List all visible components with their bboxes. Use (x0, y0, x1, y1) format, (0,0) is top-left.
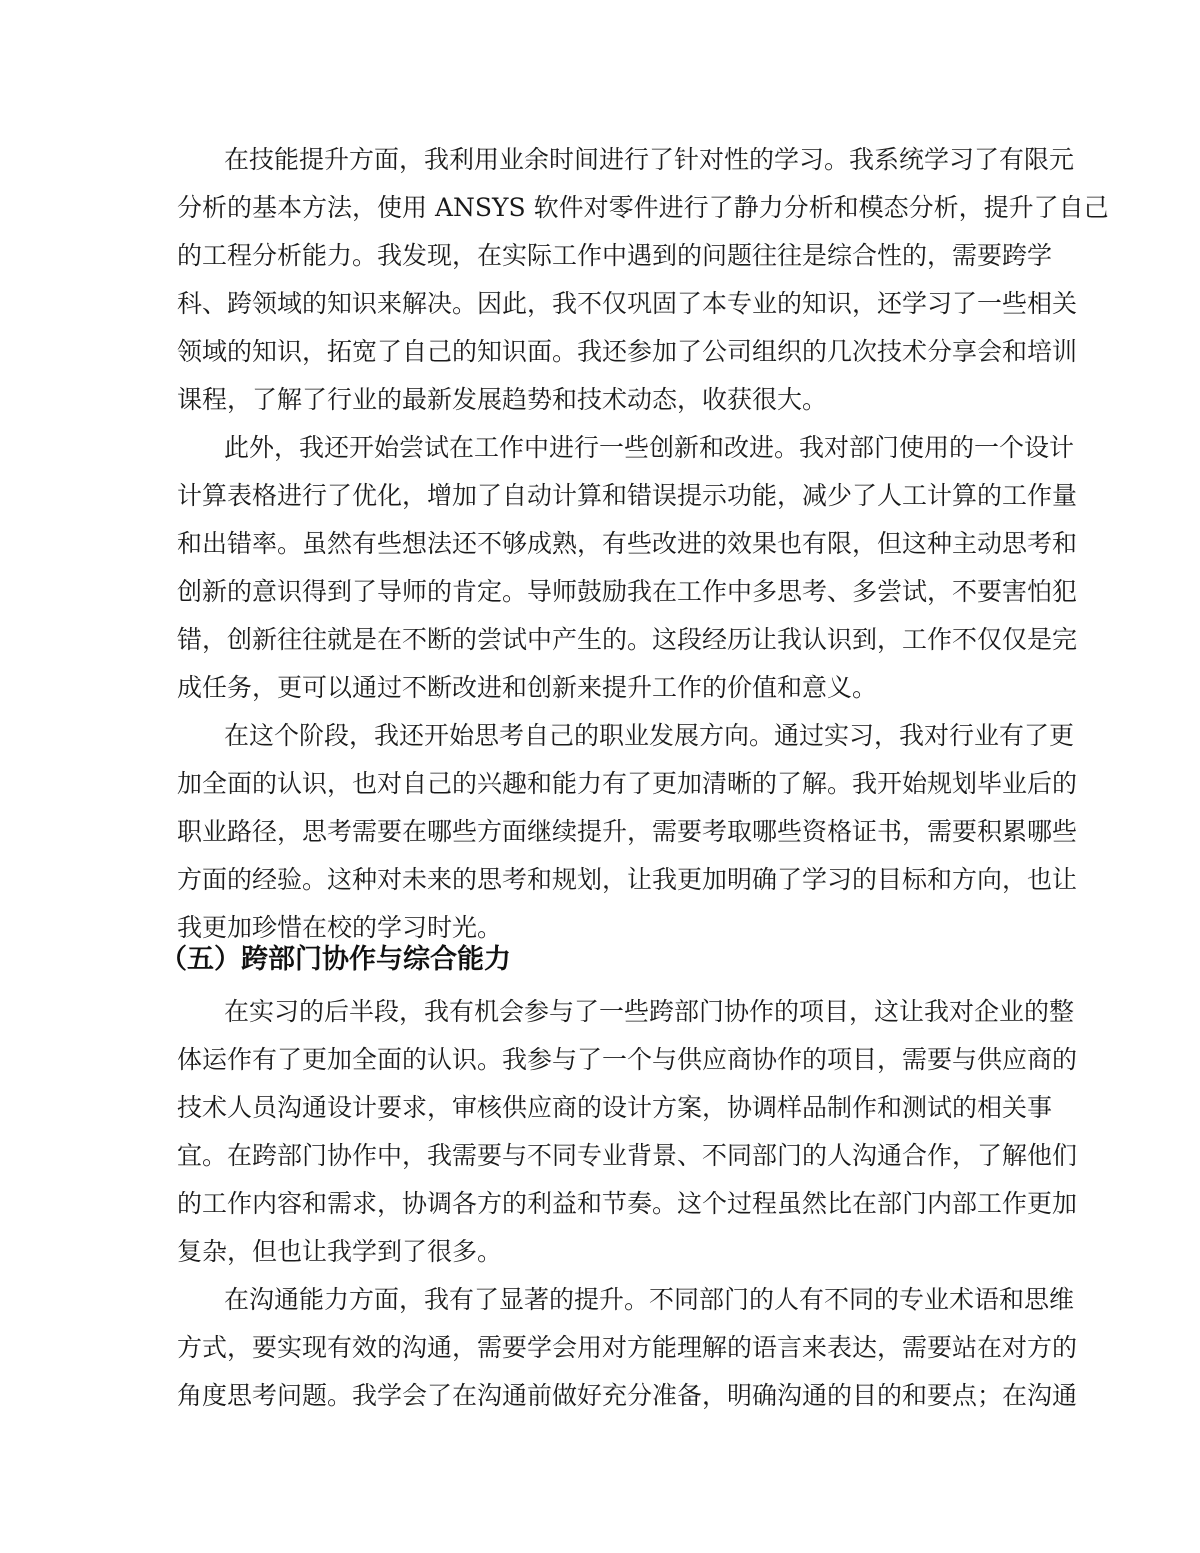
paragraph-line: 科、跨领域的知识来解决。因此，我不仅巩固了本专业的知识，还学习了一些相关 (177, 289, 1078, 318)
paragraph-line: 方式，要实现有效的沟通，需要学会用对方能理解的语言来表达，需要站在对方的 (177, 1333, 1078, 1362)
paragraph-line: 在技能提升方面，我利用业余时间进行了针对性的学习。我系统学习了有限元 (224, 145, 1075, 174)
paragraph-line: 课程，了解了行业的最新发展趋势和技术动态，收获很大。 (177, 385, 828, 414)
paragraph-line: 方面的经验。这种对未来的思考和规划，让我更加明确了学习的目标和方向，也让 (177, 865, 1078, 894)
paragraph-line: 体运作有了更加全面的认识。我参与了一个与供应商协作的项目，需要与供应商的 (177, 1045, 1078, 1074)
paragraph-line: 分析的基本方法，使用 ANSYS 软件对零件进行了静力分析和模态分析，提升了自己 (177, 193, 1109, 222)
paragraph-line: 加全面的认识，也对自己的兴趣和能力有了更加清晰的了解。我开始规划毕业后的 (177, 769, 1078, 798)
paragraph-line: 技术人员沟通设计要求，审核供应商的设计方案，协调样品制作和测试的相关事 (177, 1093, 1053, 1122)
paragraph-line: 此外，我还开始尝试在工作中进行一些创新和改进。我对部门使用的一个设计 (224, 433, 1075, 462)
paragraph-line: 在实习的后半段，我有机会参与了一些跨部门协作的项目，这让我对企业的整 (224, 997, 1075, 1026)
paragraph-line: 的工作内容和需求，协调各方的利益和节奏。这个过程虽然比在部门内部工作更加 (177, 1189, 1078, 1218)
paragraph-line: 成任务，更可以通过不断改进和创新来提升工作的价值和意义。 (177, 673, 878, 702)
section-heading: （五）跨部门协作与综合能力 (160, 944, 511, 975)
paragraph-line: 和出错率。虽然有些想法还不够成熟，有些改进的效果也有限，但这种主动思考和 (177, 529, 1078, 558)
paragraph-line: 角度思考问题。我学会了在沟通前做好充分准备，明确沟通的目的和要点；在沟通 (177, 1381, 1078, 1410)
paragraph-line: 创新的意识得到了导师的肯定。导师鼓励我在工作中多思考、多尝试，不要害怕犯 (177, 577, 1078, 606)
paragraph-line: 宜。在跨部门协作中，我需要与不同专业背景、不同部门的人沟通合作，了解他们 (177, 1141, 1078, 1170)
paragraph-line: 在沟通能力方面，我有了显著的提升。不同部门的人有不同的专业术语和思维 (224, 1285, 1075, 1314)
paragraph-line: 复杂，但也让我学到了很多。 (177, 1237, 503, 1266)
paragraph-line: 错，创新往往就是在不断的尝试中产生的。这段经历让我认识到，工作不仅仅是完 (177, 625, 1078, 654)
paragraph-line: 计算表格进行了优化，增加了自动计算和错误提示功能，减少了人工计算的工作量 (177, 481, 1078, 510)
paragraph-line: 在这个阶段，我还开始思考自己的职业发展方向。通过实习，我对行业有了更 (224, 721, 1075, 750)
paragraph-line: 的工程分析能力。我发现，在实际工作中遇到的问题往往是综合性的，需要跨学 (177, 241, 1053, 270)
paragraph-line: 我更加珍惜在校的学习时光。 (177, 913, 503, 942)
paragraph-line: 职业路径，思考需要在哪些方面继续提升，需要考取哪些资格证书，需要积累哪些 (177, 817, 1078, 846)
paragraph-line: 领域的知识，拓宽了自己的知识面。我还参加了公司组织的几次技术分享会和培训 (177, 337, 1078, 366)
